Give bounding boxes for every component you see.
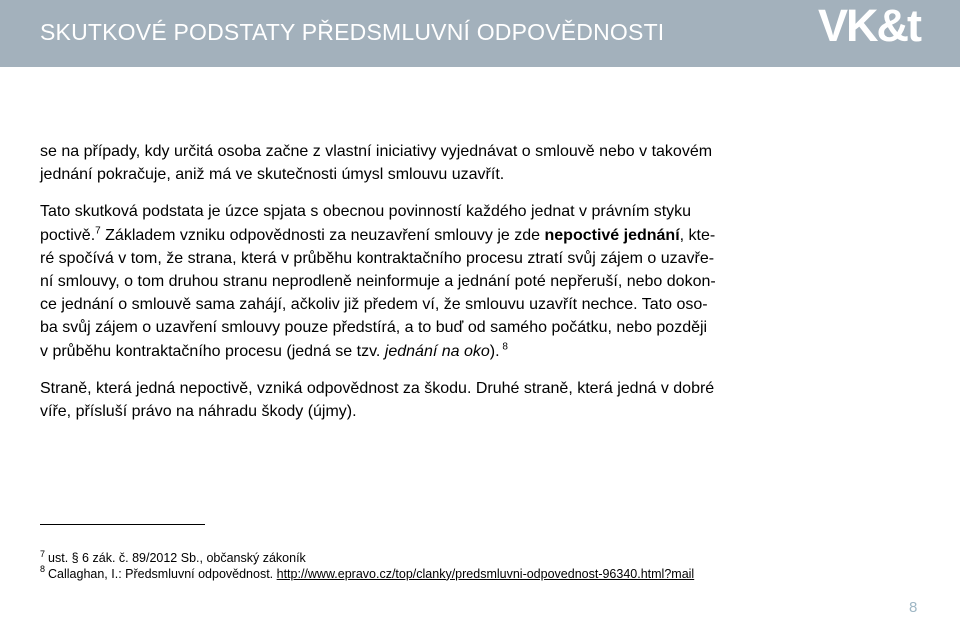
paragraph-2-line-5: ce jednání o smlouvě sama zahájí, ačkoliv již předem ví, že smlouvu uzavřít nechce. Tato oso- (40, 296, 708, 314)
paragraph-2 (40, 200, 820, 362)
paragraph-3 (40, 377, 820, 423)
paragraph-1-line-2: jednání pokračuje, aniž má ve skutečnosti úmysl smlouvu uzavřít. (40, 166, 505, 184)
footnote-8 (40, 564, 695, 583)
paragraph-2-line-1: Tato skutková podstata je úzce spjata s obecnou povinností každého jednat v právním styku (40, 203, 692, 221)
paragraph-1 (40, 140, 820, 186)
footnote-number: 8 (40, 564, 46, 575)
bold-term: nepoctivé jednání (544, 226, 680, 244)
footnote-text: ust. § 6 zák. č. 89/2012 Sb., občanský zákoník (48, 551, 306, 565)
paragraph-3-line-2: víře, přísluší právo na náhradu škody (újmy). (40, 403, 357, 421)
main-content (40, 140, 820, 423)
footnote-ref-8[interactable]: 8 (499, 341, 508, 353)
paragraph-2-line-3: ré spočívá v tom, že strana, která v průběhu kontraktačního procesu ztratí svůj zájem o uzavře- (40, 249, 715, 267)
slide-title: SKUTKOVÉ PODSTATY PŘEDSMLUVNÍ ODPOVĚDNOSTI (40, 19, 665, 45)
footnote-7 (40, 548, 694, 567)
footnote-ref-7[interactable]: 7 (95, 225, 101, 237)
paragraph-2-line-6: ba svůj zájem o uzavření smlouvy pouze předstírá, a to buď od samého počátku, nebo později (40, 319, 708, 337)
vk-logo: VK&t (818, 0, 920, 51)
header-bar (0, 0, 960, 67)
paragraph-1-line-1: se na případy, kdy určitá osoba začne z vlastní iniciativy vyjednávat o smlouvě nebo v takovém (40, 143, 713, 160)
paragraph-2-line-4: ní smlouvy, o tom druhou stranu neprodleně neinformuje a jednání poté nepřeruší, nebo dokon- (40, 273, 716, 291)
footnote-number: 7 (40, 548, 46, 559)
italic-term: jednání na oko (384, 342, 490, 360)
page-number: 8 (909, 599, 918, 616)
paragraph-2-line-2: poctivě.$^7$ Základem vzniku odpovědnosti za neuzavření smlouvy je zde nepoctivé jednání, kte- (40, 225, 716, 244)
footnotes (40, 548, 695, 582)
paragraph-2-line-7: v průběhu kontraktačního procesu (jedná se tzv. jednání na oko). $^8$ (40, 341, 508, 360)
paragraph-3-line-1: Straně, která jedná nepoctivě, vzniká odpovědnost za škodu. Druhé straně, která jedná v dobré (40, 379, 715, 397)
footnote-divider (40, 524, 205, 525)
footnote-link[interactable]: http://www.epravo.cz/top/clanky/predsmluvni-odpovednost-96340.html?mail (276, 566, 695, 581)
footnote-text: Callaghan, I.: Předsmluvní odpovědnost. (48, 566, 277, 581)
